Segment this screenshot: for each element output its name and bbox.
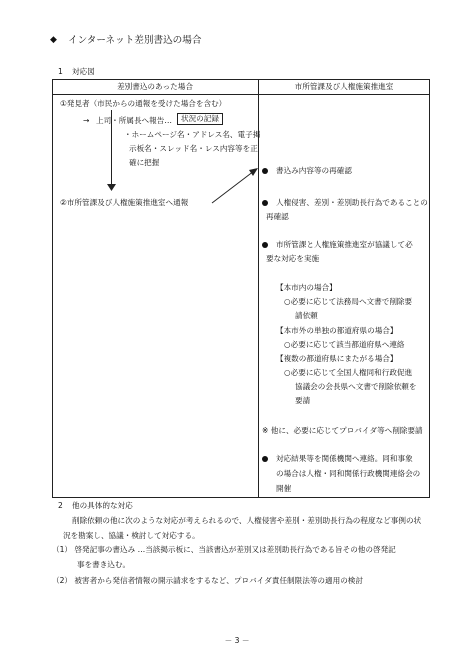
page-number: － 3 － xyxy=(224,636,250,645)
step-1-discoverer: ①発見者（市民からの通報を受けた場合を含む） xyxy=(60,99,227,108)
right-item-2-line-1: 人権侵害、差別・差別助長行為であることの xyxy=(276,198,428,207)
group-3-heading: 【複数の都道府県にまたがる場合】 xyxy=(276,354,398,363)
diamond-bullet-icon: ◆ xyxy=(50,35,57,45)
subsection-2-intro-line-2: 況を勘案し、協議・検討して対応する。 xyxy=(63,531,200,540)
record-status-box: 状況の記録 xyxy=(177,113,223,125)
group-2-heading: 【本市外の単独の都道府県の場合】 xyxy=(276,326,398,335)
detail-line-3: 確に把握 xyxy=(129,158,160,167)
group-1-line-1: ○必要に応じて法務局へ文書で削除要 xyxy=(284,297,413,306)
report-to-superior: 上司・所属長へ報告… xyxy=(96,116,172,125)
bullet-icon xyxy=(262,456,268,462)
subsection-2-intro-line-1: 削除依頼の他に次のような対応が考えられるので、人権侵害や差別・差別助長行為の程度など事例の状 xyxy=(72,516,422,525)
table-column-divider xyxy=(258,79,259,498)
table-header-right: 市所管課及び人権施策推進室 xyxy=(294,82,394,91)
provider-deletion-note: ※ 他に、必要に応じてプロバイダ等へ削除要請 xyxy=(262,426,423,435)
table-top-border xyxy=(52,79,430,80)
right-item-3-line-1: 市所管課と人権施策推進室が協議して必 xyxy=(276,240,413,249)
bullet-icon xyxy=(262,168,268,174)
subsection-2-number: 2 xyxy=(58,501,63,510)
right-item-4-line-2: の場合は人権・同和関係行政機関連絡会の xyxy=(276,469,421,478)
table-header-divider xyxy=(52,94,430,95)
group-1-line-2: 請依頼 xyxy=(295,311,318,320)
item-2: （2） 被害者から発信者情報の開示請求をするなど、プロバイダ責任制限法等の適用の検討 xyxy=(52,576,363,585)
flow-diagonal-arrow-icon xyxy=(210,165,260,205)
right-item-4-line-3: 開催 xyxy=(276,484,292,493)
group-2-line-1: ○必要に応じて該当都道府県へ連絡 xyxy=(284,340,405,349)
detail-line-2: 示板名・スレッド名・レス内容等を正 xyxy=(129,144,258,153)
right-item-4-line-1: 対応結果等を関係機関へ連絡。同和事象 xyxy=(276,454,413,463)
group-1-heading: 【本市内の場合】 xyxy=(276,283,337,292)
table-header-left: 差別書込のあった場合 xyxy=(117,82,193,91)
table-bottom-border xyxy=(52,497,430,498)
report-arrow-icon: → xyxy=(83,116,90,125)
group-3-line-2: 協議会の会長県へ文書で削除依頼を xyxy=(295,382,417,391)
table-right-border xyxy=(429,79,430,498)
subsection-2-title: 他の具体的な対応 xyxy=(72,501,133,510)
section-title: インターネット差別書込の場合 xyxy=(68,35,202,46)
table-left-border xyxy=(52,79,53,498)
right-item-2-line-2: 再確認 xyxy=(266,212,289,221)
right-item-3-line-2: 要な対応を実施 xyxy=(266,254,320,263)
bullet-icon xyxy=(262,200,268,206)
step-2-notify: ②市所管課及び人権施策推進室へ通報 xyxy=(60,198,189,207)
item-1-line-1: （1） 啓発記事の書込み …当該掲示板に、当該書込が差別又は差別助長行為である旨その他の啓発記 xyxy=(52,545,396,554)
subsection-1-title: 対応図 xyxy=(72,67,95,76)
detail-line-1: ・ホームページ名・アドレス名、電子掲 xyxy=(124,130,261,139)
item-1-line-2: 事を書き込む。 xyxy=(77,560,131,569)
subsection-1-number: 1 xyxy=(58,67,63,76)
group-3-line-1: ○必要に応じて全国人権同和行政促進 xyxy=(284,368,413,377)
flow-down-arrow-icon xyxy=(107,184,116,191)
right-item-1: 書込み内容等の再確認 xyxy=(276,166,352,175)
group-3-line-3: 要請 xyxy=(295,396,311,405)
bullet-icon xyxy=(262,242,268,248)
